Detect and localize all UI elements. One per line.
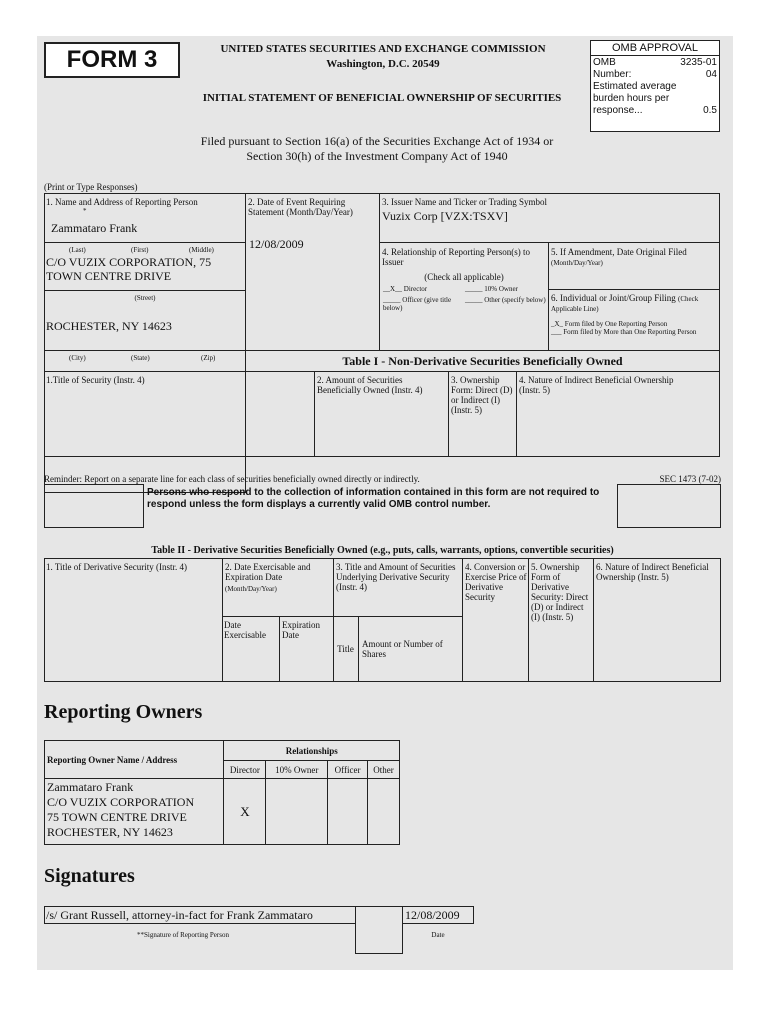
reporting-person-city: ROCHESTER, NY 14623 [46,319,172,333]
signature-label [137,931,337,939]
table2-col1 [44,558,223,682]
date-value: 12/08/2009 [405,908,460,922]
date-label: Date [431,931,445,939]
table1-col4-label: 4. Nature of Indirect Beneficial Ownership (Instr. 5) [519,375,674,395]
owner-ten-percent-mark [266,779,328,845]
table2-col3-label: 3. Title and Amount of Securities Underlying Derivative Security (Instr. 4) [336,562,456,592]
signature-spacer-box [355,906,403,954]
col-officer: Officer [328,761,368,779]
box1-divider-1 [44,242,246,243]
box5-label [551,247,717,267]
form-sheet [37,36,733,970]
relationship-ten-percent: _____ 10% Owner [465,285,518,293]
signature-label-text: Signature of Reporting Person [144,931,229,939]
agency-address: Washington, D.C. 20549 [326,58,440,70]
box1-label: 1. Name and Address of Reporting Person [46,197,198,207]
box1-divider-3 [44,350,246,351]
table2-col2-vdivider [279,616,280,682]
label-last: (Last) [69,246,86,254]
omb-burden-label: Estimated average burden hours per response... [593,81,677,116]
form-label: FORM 3 [66,46,158,73]
label-zip: (Zip) [201,354,216,362]
box4-check-note: (Check all applicable) [424,272,504,282]
sec-form-number: SEC 1473 (7-02) [659,474,721,484]
table2-expiration-date: Expiration Date [282,620,320,640]
box1-divider-2 [44,290,246,291]
owner-row [45,779,400,845]
box6-label [551,293,717,313]
table2-col2-divider [222,616,334,617]
owner-name: Zammataro Frank [47,780,134,794]
table2-amount-sub: Amount or Number of Shares [362,639,443,659]
col-other: Other [368,761,400,779]
event-date-value: 12/08/2009 [249,237,304,251]
table1-col1-label: 1.Title of Security (Instr. 4) [46,375,145,385]
notice-right-box [617,484,721,528]
table2-col5-label: 5. Ownership Form of Derivative Security: Direct (D) or Indirect (I) (Instr. 5) [531,562,589,622]
notice-left-box [44,484,144,528]
reporting-person-address: C/O VUZIX CORPORATION, 75 TOWN CENTRE DRIVE [46,255,212,283]
signature-marker: ** [137,931,144,939]
filed-pursuant-line2: Section 30(h) of the Investment Company Act of 1940 [246,149,508,163]
filing-option-multiple: ___ Form filed by More than One Reporting Person [551,328,697,336]
reporting-owners-table [44,740,400,845]
issuer-name-value: Vuzix Corp [VZX:TSXV] [382,209,508,223]
table2-col1-label: 1. Title of Derivative Security (Instr. 4) [46,562,187,572]
relationships-header: Relationships [224,741,400,761]
owner-details [45,779,224,845]
label-city: (City) [69,354,86,362]
owner-officer-mark [328,779,368,845]
reporting-person-name: Zammataro Frank [51,221,138,235]
relationship-officer: _____ Officer (give title below) [383,296,452,312]
box4-label: 4. Relationship of Reporting Person(s) to Issuer [382,247,530,267]
table2-col4-label: 4. Conversion or Exercise Price of Derivative Security [465,562,527,602]
table2-title: Table II - Derivative Securities Beneficially Owned (e.g., puts, calls, warrants, options, convertible securities) [151,545,614,556]
owner-address-1: C/O VUZIX CORPORATION [47,795,195,809]
agency-title: UNITED STATES SECURITIES AND EXCHANGE COMMISSION [220,43,546,55]
reminder-text: Reminder: Report on a separate line for each class of securities beneficially owned directly or indirectly. [44,474,420,484]
table2-col3-divider [333,616,463,617]
filed-pursuant-line1: Filed pursuant to Section 16(a) of the Securities Exchange Act of 1934 or [200,134,554,148]
box5-label-text: 5. If Amendment, Date Original Filed [551,247,687,257]
signatures-heading: Signatures [44,865,135,887]
col-director: Director [224,761,266,779]
omb-number-value: 3235-0104 [680,57,717,80]
omb-number-label: OMB Number: [593,57,632,80]
omb-approval-box [590,40,720,132]
owner-director-mark: X [224,779,266,845]
box1-marker: * [83,207,87,215]
signature-value: /s/ Grant Russell, attorney-in-fact for Frank Zammataro [46,908,313,922]
table2-col6-label: 6. Nature of Indirect Beneficial Ownership (Instr. 5) [596,562,709,582]
print-note: (Print or Type Responses) [44,182,138,192]
owner-address-3: ROCHESTER, NY 14623 [47,825,173,839]
table2-col2-label: 2. Date Exercisable and Expiration Date [225,562,311,582]
box5-label-sub: (Month/Day/Year) [551,259,603,267]
table2-date-exercisable: Date Exercisable [224,620,266,640]
owners-header-row [45,741,400,761]
omb-burden-row [591,81,719,117]
box3-label: 3. Issuer Name and Ticker or Trading Symbol [382,197,547,207]
label-first: (First) [131,246,149,254]
col-ten-percent-owner: 10% Owner [266,761,328,779]
reporting-owners-heading: Reporting Owners [44,701,203,723]
table2-col2-sub: (Month/Day/Year) [225,585,277,593]
label-state: (State) [131,354,150,362]
omb-number-row [591,56,719,81]
table1-title: Table I - Non-Derivative Securities Beneficially Owned [342,354,623,368]
table1-col2-label: 2. Amount of Securities Beneficially Owned (Instr. 4) [317,375,423,395]
label-street: (Street) [134,294,156,302]
label-middle: (Middle) [189,246,214,254]
owner-other-mark [368,779,400,845]
table2-col3-vdivider [358,616,359,682]
box2-label: 2. Date of Event Requiring Statement (Month/Day/Year) [248,197,353,217]
table2-title-sub: Title [337,644,354,654]
box6-label-text: 6. Individual or Joint/Group Filing [551,293,676,303]
relationship-director: __X__ Director [383,285,428,293]
statement-title: INITIAL STATEMENT OF BENEFICIAL OWNERSHIP OF SECURITIES [202,92,562,104]
table1-col3-label: 3. Ownership Form: Direct (D) or Indirect (I) (Instr. 5) [451,375,513,415]
persons-notice: Persons who respond to the collection of information contained in this form are not required to respond unless the form displays a currently valid OMB control number. [147,487,600,510]
owner-name-header: Reporting Owner Name / Address [45,741,224,779]
owner-address-2: 75 TOWN CENTRE DRIVE [47,810,187,824]
box6-label-sub: (Check Applicable Line) [551,295,699,313]
relationship-other: _____ Other (specify below) [465,296,546,304]
filing-option-one: _X_ Form filed by One Reporting Person [551,320,668,328]
form-number-box [44,42,180,78]
omb-title: OMB APPROVAL [591,41,719,56]
omb-burden-value: 0.5 [703,105,717,116]
